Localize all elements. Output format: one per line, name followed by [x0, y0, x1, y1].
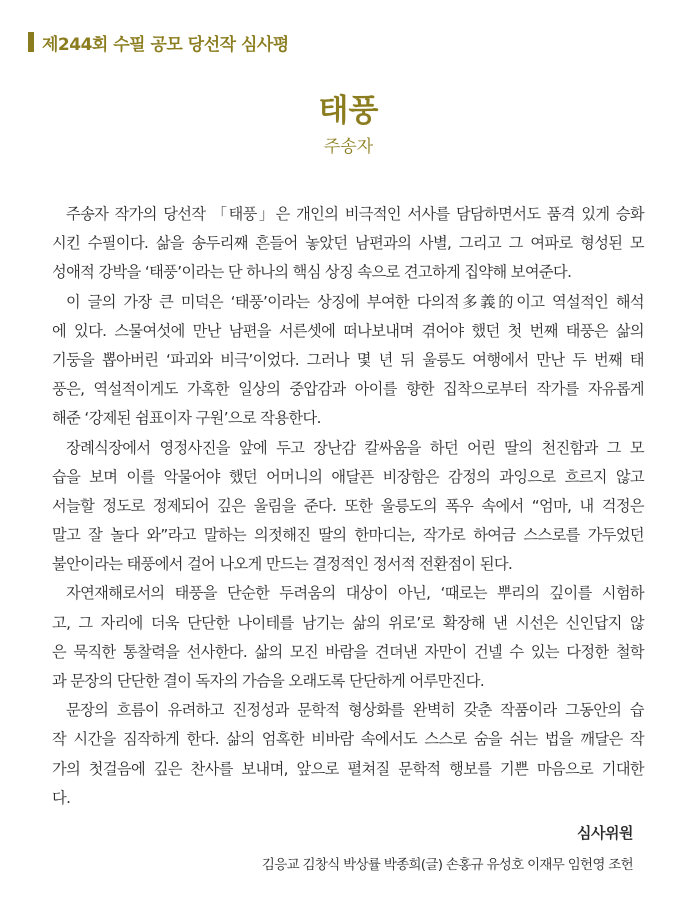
essay-title: 태풍 — [318, 93, 379, 129]
body-line: 말고 잘 놀다 와”라고 말하는 의젓해진 딸의 한마디는, 작가로 하여금 스스로를 가두었던 — [52, 526, 644, 545]
body-line: 에 있다. 스물여섯에 만난 남편을 서른셋에 떠나보내며 겪어야 했던 첫 번째 태풍은 삶의 — [52, 321, 644, 340]
body-line: 불안이라는 태풍에서 걸어 나오게 만드는 결정적인 정서적 전환점이 된다. — [52, 555, 513, 574]
review-body — [52, 200, 644, 813]
judges-signature — [262, 822, 633, 873]
body-line: 과 문장의 단단한 결이 독자의 가슴을 오래도록 단단하게 어루만진다. — [52, 672, 485, 690]
body-line: 시킨 수필이다. 삶을 송두리째 흔들어 놓았던 남편과의 사별, 그리고 그 여파로 형성된 모 — [52, 234, 644, 253]
body-line: 다. — [52, 788, 71, 807]
header-title: 제244회 수필 공모 당선작 심사평 — [42, 34, 289, 55]
body-line: 주송자 작가의 당선작 「태풍」은 개인의 비극적인 서사를 담담하면서도 품격 있게 승화 — [66, 205, 644, 223]
body-line: 성애적 강박을 ‘태풍’이라는 단 하나의 핵심 상징 속으로 견고하게 집약해 보여준다. — [52, 263, 572, 282]
body-line: 이 글의 가장 큰 미덕은 ‘태풍’이라는 상징에 부여한 다의적多義的이고 역설적인 해석 — [66, 292, 644, 311]
body-line: 은 묵직한 통찰력을 선사한다. 삶의 모진 바람을 견뎌낸 자만이 건넬 수 있는 다정한 철학 — [52, 642, 644, 661]
body-line: 가의 첫걸음에 깊은 찬사를 보내며, 앞으로 펼쳐질 문학적 행보를 기쁜 마음으로 기대한 — [52, 759, 644, 778]
header-accent-bar — [28, 32, 34, 52]
body-line: 풍은, 역설적이게도 가혹한 일상의 중압감과 아이를 향한 집착으로부터 작가를 자유롭게 — [52, 380, 644, 399]
body-line: 작 시간을 짐작하게 한다. 삶의 엄혹한 비바람 속에서도 스스로 숨을 쉬는 법을 깨달은 작 — [52, 730, 644, 749]
essay-author: 주송자 — [323, 137, 374, 157]
judges-names: 김응교 김창식 박상률 박종희(글) 손홍규 유성호 이재무 임헌영 조헌 — [261, 857, 633, 873]
body-line: 습을 보며 이를 악물어야 했던 어머니의 애달픈 비장함은 감정의 과잉으로 흐르지 않고 — [52, 467, 644, 486]
section-header — [28, 30, 289, 54]
body-line: 서늘할 정도로 정제되어 깊은 울림을 준다. 또한 울릉도의 폭우 속에서 “엄마, 내 걱정은 — [52, 496, 644, 515]
body-line: 문장의 흐름이 유려하고 진정성과 문학적 형상화를 완벽히 갖춘 작품이라 그동안의 습 — [66, 701, 644, 720]
body-line: 자연재해로서의 태풍을 단순한 두려움의 대상이 아닌, ‘때로는 뿌리의 깊이를 시험하 — [66, 584, 644, 603]
body-line: 고, 그 자리에 더욱 단단한 나이테를 남기는 삶의 위로’로 확장해 낸 시선은 신인답지 않 — [52, 613, 644, 632]
body-line: 해준 ‘강제된 쉼표이자 구원’으로 작용한다. — [52, 409, 321, 428]
judges-title: 심사위원 — [577, 824, 633, 842]
body-line: 장례식장에서 영정사진을 앞에 두고 장난감 칼싸움을 하던 어린 딸의 천진함과 그 모 — [66, 438, 644, 457]
body-line: 기둥을 뽑아버린 ‘파괴와 비극’이었다. 그러나 몇 년 뒤 울릉도 여행에서 만난 두 번째 태 — [52, 350, 644, 369]
